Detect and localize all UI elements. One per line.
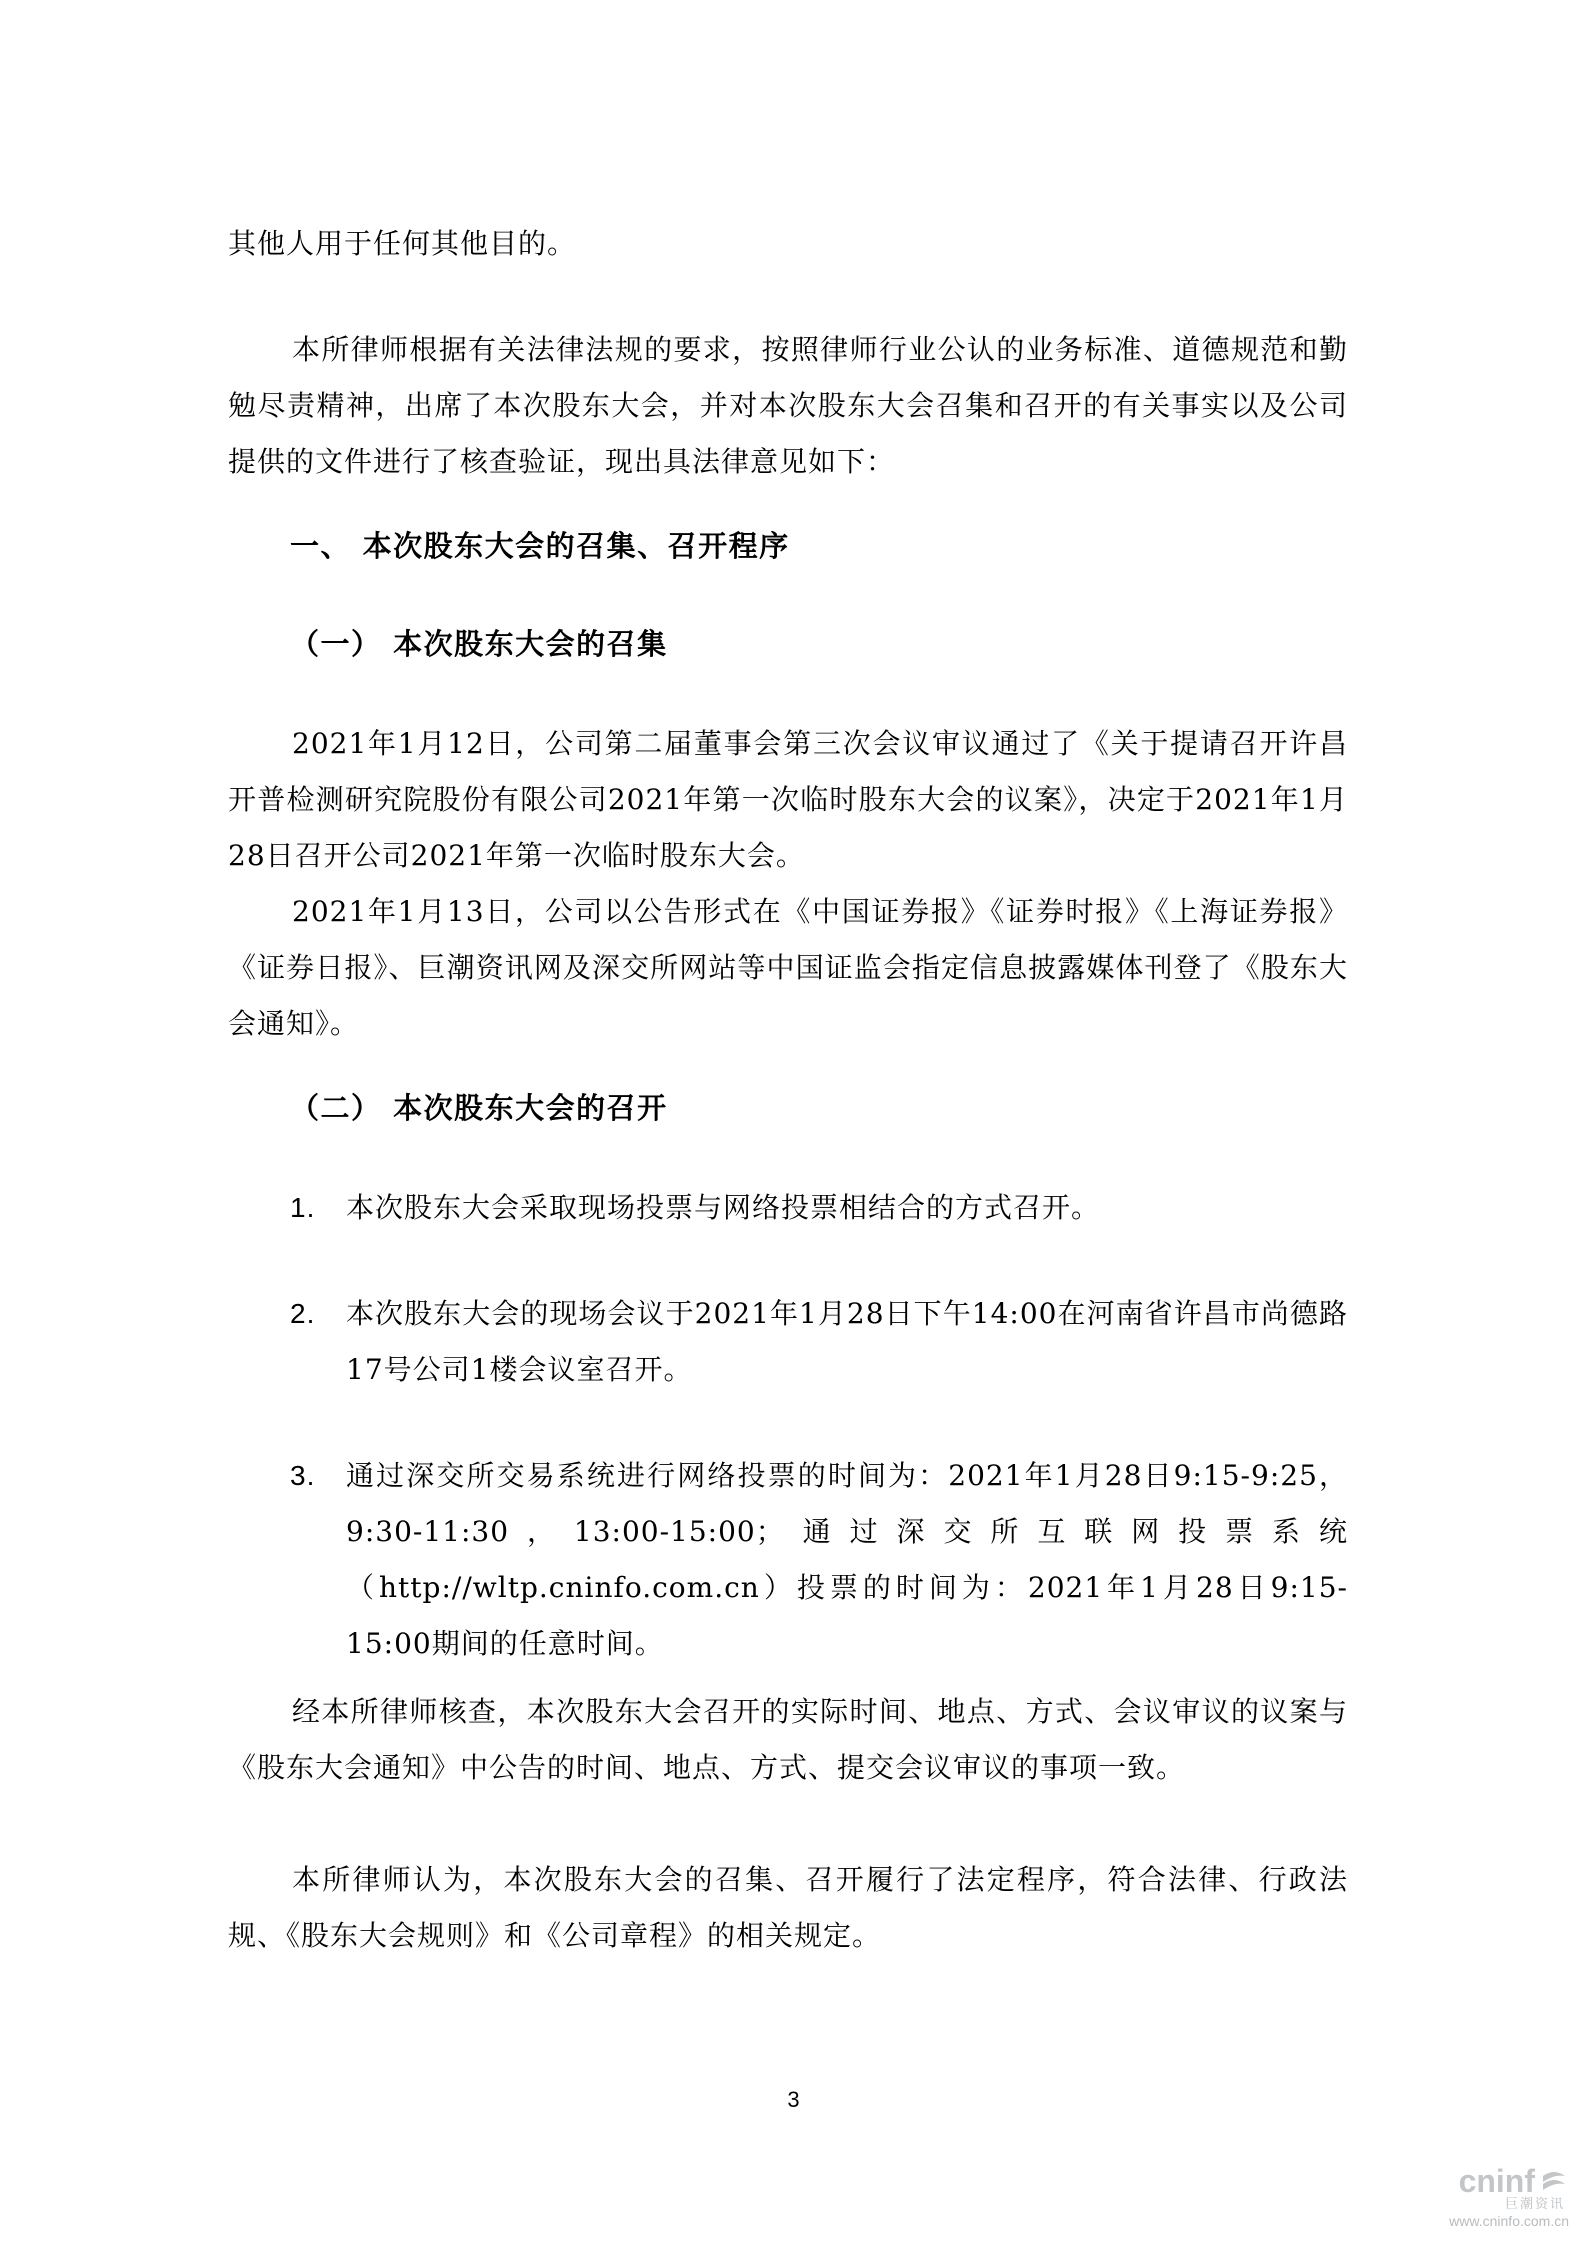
list-text: 通过深交所交易系统进行网络投票的时间为：2021年1月28日9:15-9:25，9:30-11:30，13:00-15:00；通过深交所互联网投票系统（http://wltp.cninfo.com.cn）投票的时间为：2021年1月28日9:15-15:00期间的任意时间。 <box>346 1459 1348 1660</box>
paragraph-announcement: 2021年1月13日，公司以公告形式在《中国证券报》《证券时报》《上海证券报》《证券日报》、巨潮资讯网及深交所网站等中国证监会指定信息披露媒体刊登了《股东大会通知》。 <box>228 895 1348 1040</box>
list-number: 3. <box>290 1460 316 1491</box>
list-text: 本次股东大会采取现场投票与网络投票相结合的方式召开。 <box>346 1191 1101 1224</box>
watermark-logo <box>1379 2165 1569 2197</box>
list-number: 1. <box>290 1192 316 1223</box>
paragraph-verification: 经本所律师核查，本次股东大会召开的实际时间、地点、方式、会议审议的议案与《股东大会通知》中公告的时间、地点、方式、提交会议审议的事项一致。 <box>228 1695 1348 1784</box>
subsection-heading-convening: （一） 本次股东大会的召集 <box>290 627 668 661</box>
watermark-logo-text: cninf <box>1458 2163 1535 2199</box>
watermark-chinese: 巨潮资讯 <box>1504 2197 1565 2212</box>
cninfo-watermark <box>1379 2165 1569 2235</box>
paragraph-intro: 本所律师根据有关法律法规的要求，按照律师行业公认的业务标准、道德规范和勤勉尽责精神，出席了本次股东大会，并对本次股东大会召集和召开的有关事实以及公司提供的文件进行了核查验证，现出具法律意见如下： <box>228 333 1348 478</box>
cninfo-swirl-icon <box>1539 2166 1569 2196</box>
subsection-heading-holding: （二） 本次股东大会的召开 <box>290 1091 668 1125</box>
paragraph-conclusion: 本所律师认为，本次股东大会的召集、召开履行了法定程序，符合法律、行政法规、《股东大会规则》和《公司章程》的相关规定。 <box>228 1863 1348 1952</box>
list-item <box>290 1448 1348 1672</box>
page-number: 3 <box>787 2087 800 2112</box>
paragraph-continuation: 其他人用于任何其他目的。 <box>228 227 577 260</box>
list-text: 本次股东大会的现场会议于2021年1月28日下午14:00在河南省许昌市尚德路17号公司1楼会议室召开。 <box>346 1297 1348 1386</box>
list-item <box>290 1180 1348 1236</box>
list-number: 2. <box>290 1298 316 1329</box>
list-item <box>290 1286 1348 1398</box>
watermark-url: www.cninfo.com.cn <box>1449 2213 1569 2229</box>
paragraph-board-meeting: 2021年1月12日，公司第二届董事会第三次会议审议通过了《关于提请召开许昌开普检测研究院股份有限公司2021年第一次临时股东大会的议案》，决定于2021年1月28日召开公司2021年第一次临时股东大会。 <box>228 727 1348 872</box>
section-heading: 一、 本次股东大会的召集、召开程序 <box>290 529 790 563</box>
